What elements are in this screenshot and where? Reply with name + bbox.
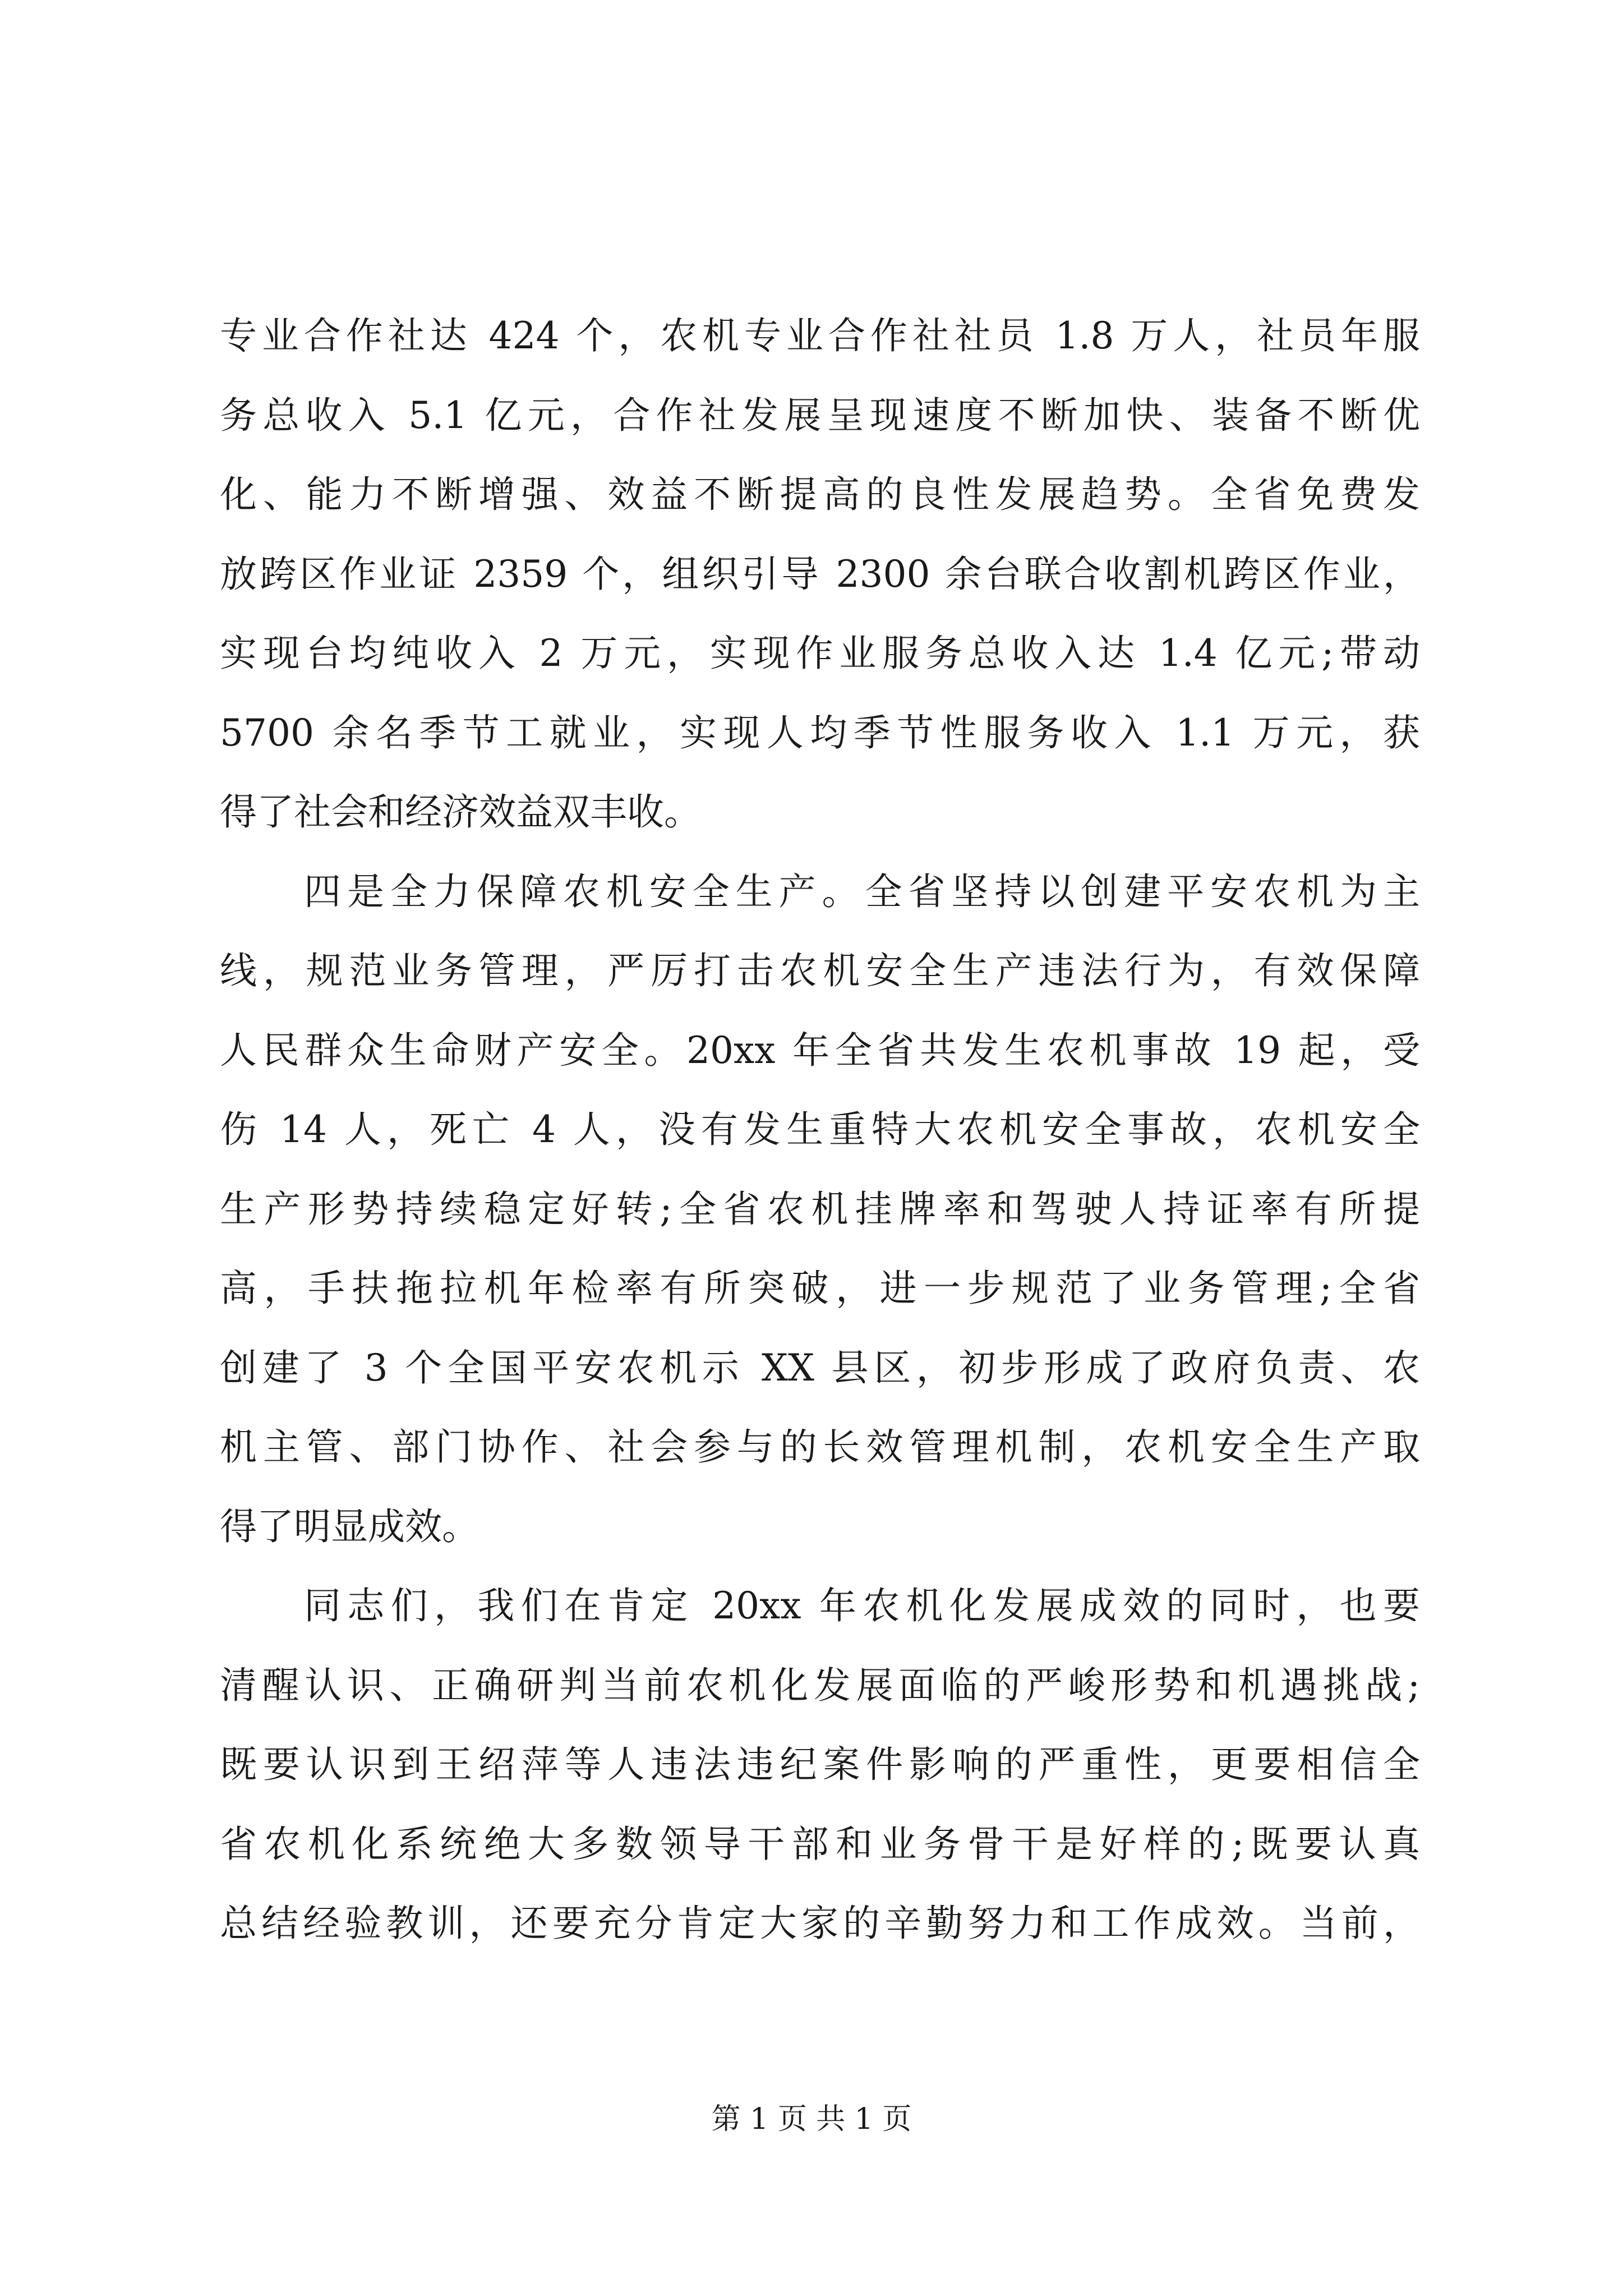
text-line: 线，规范业务管理，严厉打击农机安全生产违法行为，有效保障 [220,949,1420,992]
page-footer: 第 1 页 共 1 页 [711,2102,912,2136]
document-body [220,296,1420,1963]
text-line: 生产形势持续稳定好转;全省农机挂牌率和驾驶人持证率有所提 [220,1187,1420,1231]
text-line: 既要认识到王绍萍等人违法违纪案件影响的严重性，更要相信全 [220,1743,1420,1786]
text-line: 清醒认识、正确研判当前农机化发展面临的严峻形势和机遇挑战; [220,1663,1420,1707]
text-line: 得了明显成效。 [220,1504,479,1548]
text-line: 省农机化系统绝大多数领导干部和业务骨干是好样的;既要认真 [220,1822,1420,1866]
paragraph-first-line: 四是全力保障农机安全生产。全省坚持以创建平安农机为主 [304,869,1420,913]
text-line: 5700 余名季节工就业，实现人均季节性服务收入 1.1 万元，获 [220,711,1420,754]
text-line: 创建了 3 个全国平安农机示 XX 县区，初步形成了政府负责、农 [220,1346,1420,1389]
text-line: 专业合作社达 424 个，农机专业合作社社员 1.8 万人，社员年服 [220,314,1420,357]
text-line: 人民群众生命财产安全。20xx 年全省共发生农机事故 19 起，受 [220,1028,1420,1072]
text-line: 实现台均纯收入 2 万元，实现作业服务总收入达 1.4 亿元;带动 [220,632,1420,675]
text-line: 化、能力不断增强、效益不断提高的良性发展趋势。全省免费发 [220,473,1420,516]
text-line: 高，手扶拖拉机年检率有所突破，进一步规范了业务管理;全省 [220,1267,1420,1310]
text-line: 伤 14 人，死亡 4 人，没有发生重特大农机安全事故，农机安全 [220,1108,1420,1151]
text-line: 务总收入 5.1 亿元，合作社发展呈现速度不断加快、装备不断优 [220,393,1420,437]
text-line: 总结经验教训，还要充分肯定大家的辛勤努力和工作成效。当前， [220,1902,1420,1945]
text-line: 得了社会和经济效益双丰收。 [220,790,701,834]
text-line: 放跨区作业证 2359 个，组织引导 2300 余台联合收割机跨区作业， [220,552,1420,596]
paragraph-first-line: 同志们，我们在肯定 20xx 年农机化发展成效的同时，也要 [304,1584,1420,1627]
text-line: 机主管、部门协作、社会参与的长效管理机制，农机安全生产取 [220,1425,1420,1469]
